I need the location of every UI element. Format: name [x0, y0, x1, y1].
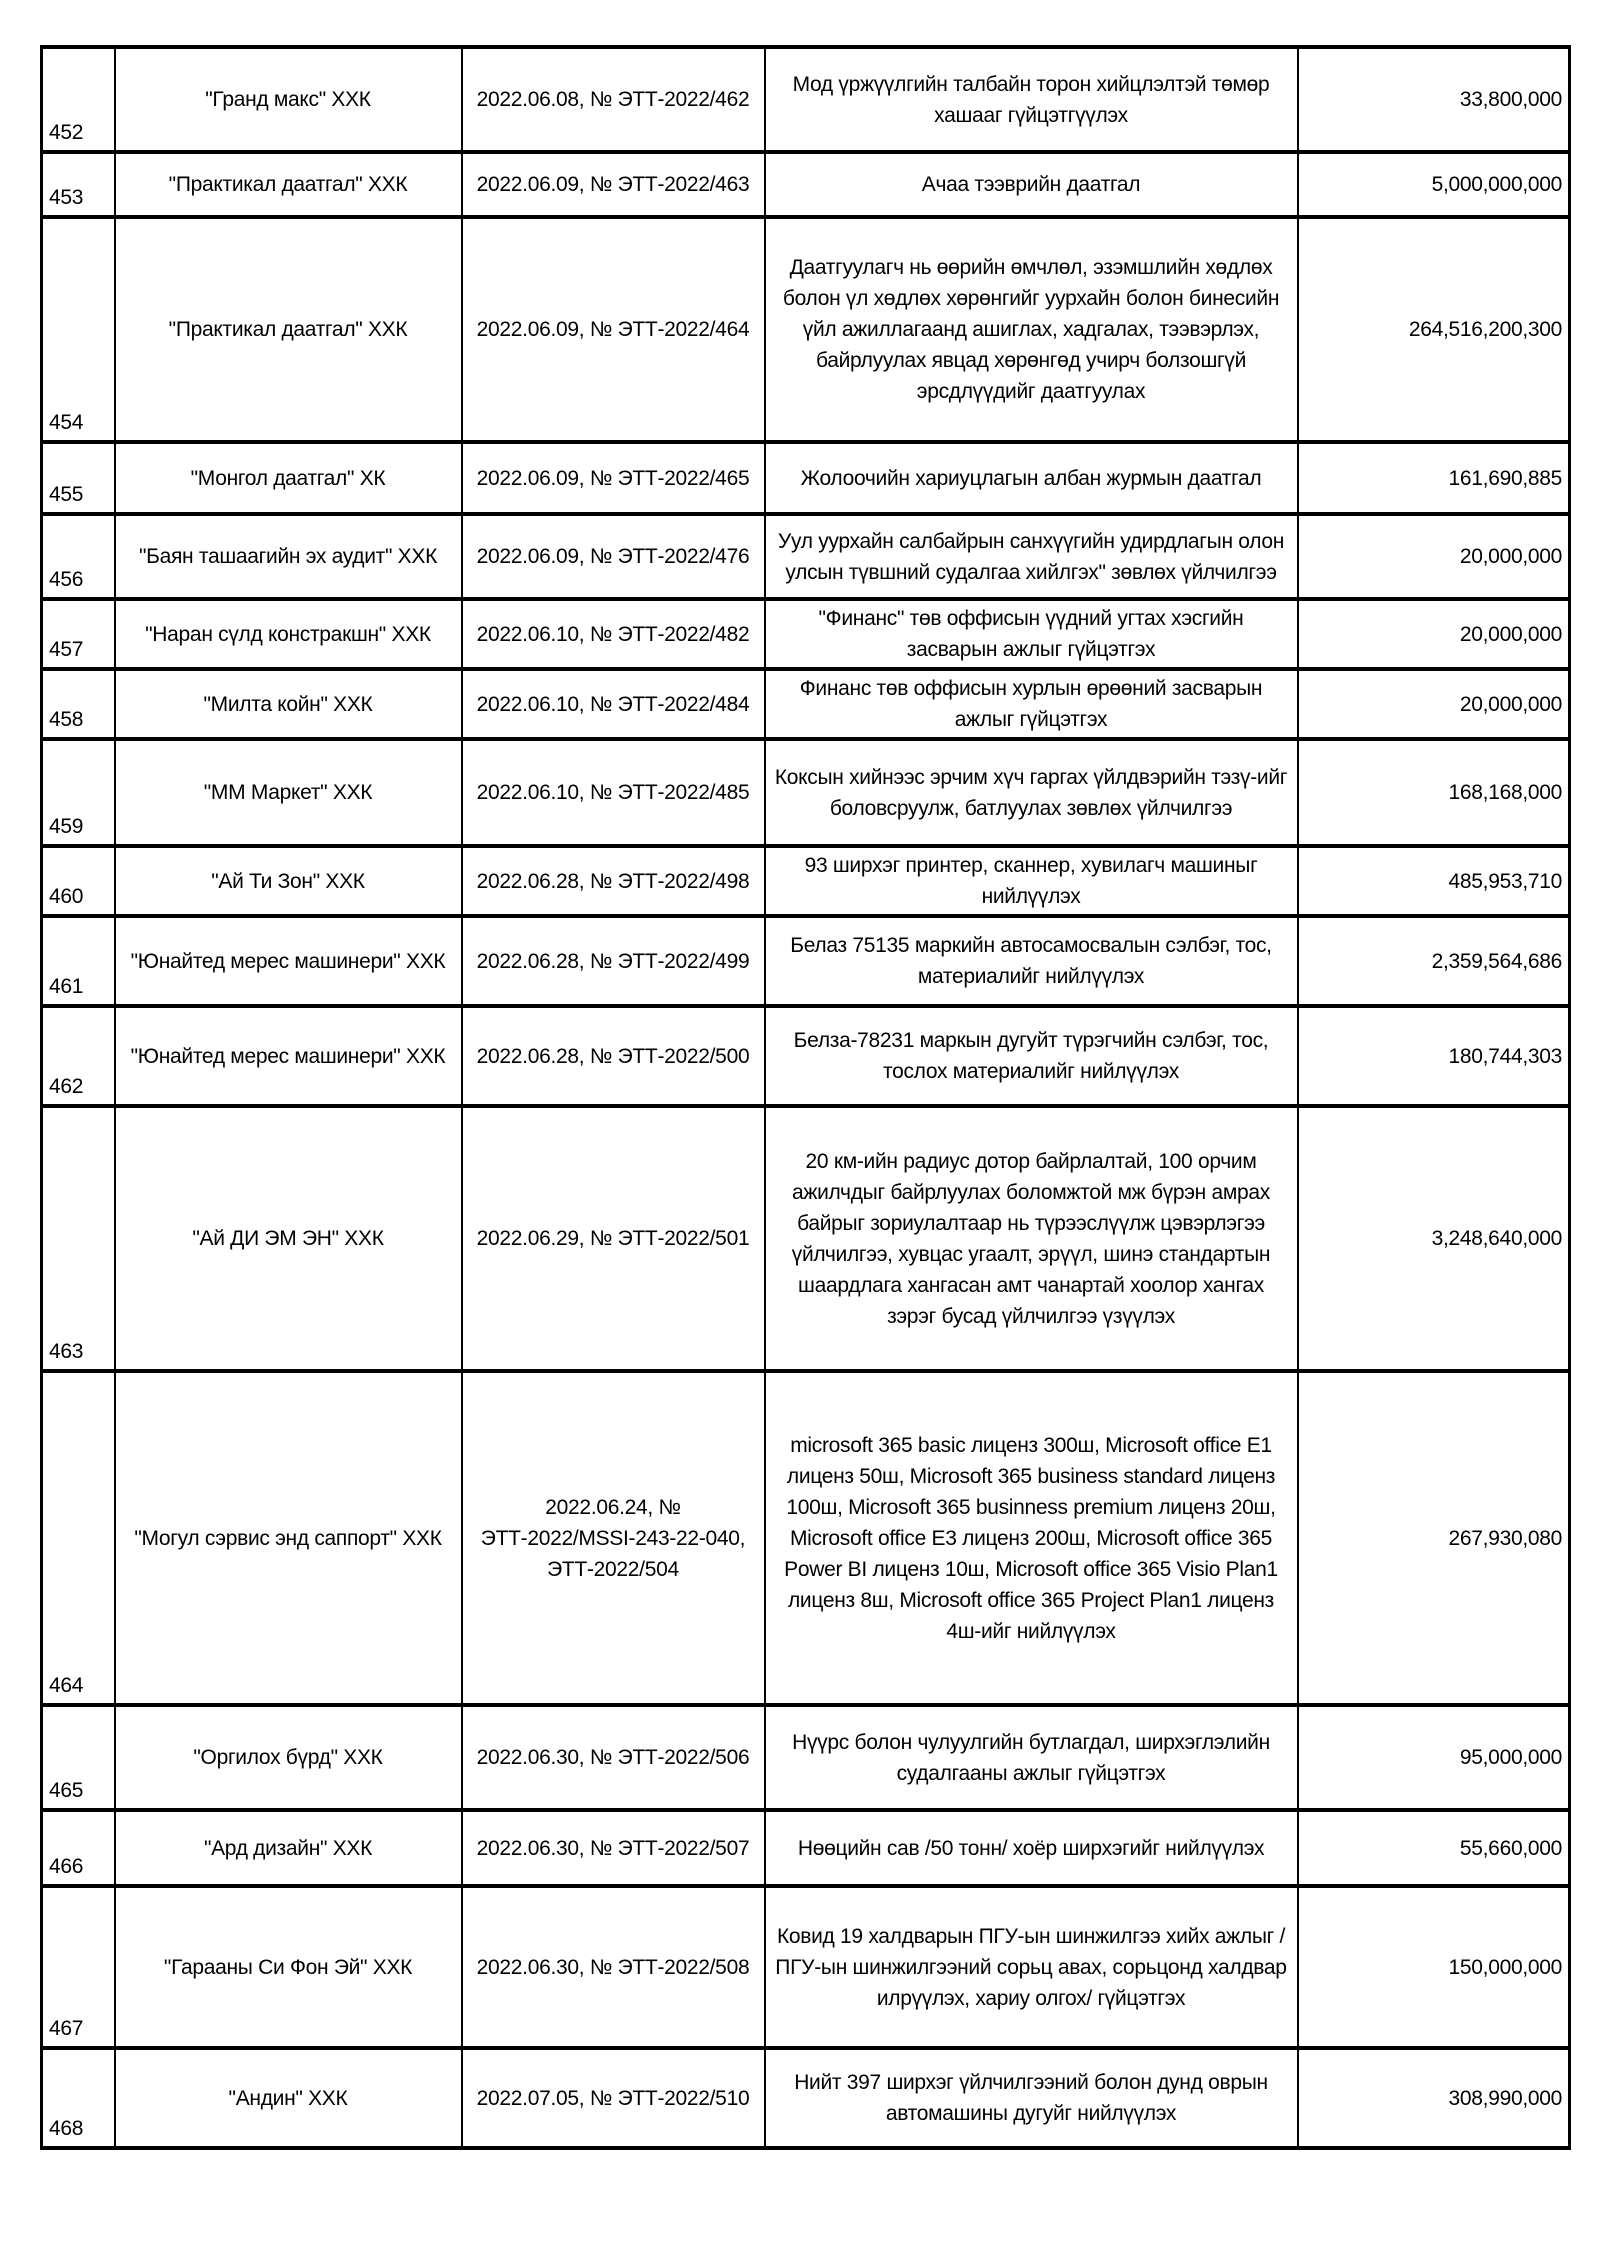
row-number-cell: 465 — [42, 1705, 115, 1810]
company-name-cell: "Монгол даатгал" ХК — [115, 442, 462, 514]
contract-date-number-cell: 2022.06.28, № ЭТТ-2022/498 — [462, 846, 765, 916]
description-cell: Финанс төв оффисын хурлын өрөөний засварын ажлыг гүйцэтгэх — [765, 669, 1298, 739]
amount-cell: 3,248,640,000 — [1298, 1106, 1570, 1371]
company-name-cell: "Юнайтед мерес машинери" ХХК — [115, 916, 462, 1006]
contract-date-number-cell: 2022.06.30, № ЭТТ-2022/508 — [462, 1886, 765, 2048]
contract-date-number-cell: 2022.07.05, № ЭТТ-2022/510 — [462, 2048, 765, 2148]
row-number-cell: 468 — [42, 2048, 115, 2148]
description-cell: Белаз 75135 маркийн автосамосвалын сэлбэг, тос, материалийг нийлүүлэх — [765, 916, 1298, 1006]
table-row — [42, 1886, 1570, 2048]
table-row — [42, 599, 1570, 669]
table-row — [42, 739, 1570, 846]
table-row — [42, 217, 1570, 442]
contract-date-number-cell: 2022.06.10, № ЭТТ-2022/482 — [462, 599, 765, 669]
amount-cell: 264,516,200,300 — [1298, 217, 1570, 442]
amount-cell: 95,000,000 — [1298, 1705, 1570, 1810]
company-name-cell: "Милта койн" ХХК — [115, 669, 462, 739]
amount-cell: 20,000,000 — [1298, 669, 1570, 739]
description-cell: Мод үржүүлгийн талбайн торон хийцлэлтэй төмөр хашааг гүйцэтгүүлэх — [765, 47, 1298, 152]
contracts-table-body — [42, 47, 1570, 2148]
contract-date-number-cell: 2022.06.10, № ЭТТ-2022/485 — [462, 739, 765, 846]
company-name-cell: "Могул сэрвис энд саппорт" ХХК — [115, 1371, 462, 1705]
contract-date-number-cell: 2022.06.09, № ЭТТ-2022/463 — [462, 152, 765, 217]
amount-cell: 5,000,000,000 — [1298, 152, 1570, 217]
amount-cell: 150,000,000 — [1298, 1886, 1570, 2048]
description-cell: "Финанс" төв оффисын үүдний угтах хэсгийн засварын ажлыг гүйцэтгэх — [765, 599, 1298, 669]
table-row — [42, 514, 1570, 599]
contract-date-number-cell: 2022.06.10, № ЭТТ-2022/484 — [462, 669, 765, 739]
contract-date-number-cell: 2022.06.24, № ЭТТ-2022/MSSI-243-22-040, ЭТТ-2022/504 — [462, 1371, 765, 1705]
contract-date-number-cell: 2022.06.08, № ЭТТ-2022/462 — [462, 47, 765, 152]
amount-cell: 485,953,710 — [1298, 846, 1570, 916]
row-number-cell: 455 — [42, 442, 115, 514]
table-row — [42, 1371, 1570, 1705]
row-number-cell: 467 — [42, 1886, 115, 2048]
row-number-cell: 458 — [42, 669, 115, 739]
description-cell: 93 ширхэг принтер, сканнер, хувилагч машиныг нийлүүлэх — [765, 846, 1298, 916]
company-name-cell: "Андин" ХХК — [115, 2048, 462, 2148]
table-row — [42, 669, 1570, 739]
company-name-cell: "Баян ташаагийн эх аудит" ХХК — [115, 514, 462, 599]
row-number-cell: 464 — [42, 1371, 115, 1705]
table-row — [42, 1810, 1570, 1886]
row-number-cell: 461 — [42, 916, 115, 1006]
description-cell: Даатгуулагч нь өөрийн өмчлөл, эзэмшлийн хөдлөх болон үл хөдлөх хөрөнгийг уурхайн болон бинесийн үйл ажиллагаанд ашиглах, хадгалах, тээвэрлэх, байрлуулах явцад хөрөнгөд учирч болзошгүй эрсдлүүдийг даатгуулах — [765, 217, 1298, 442]
row-number-cell: 457 — [42, 599, 115, 669]
company-name-cell: "Ай ДИ ЭМ ЭН" ХХК — [115, 1106, 462, 1371]
row-number-cell: 454 — [42, 217, 115, 442]
contract-date-number-cell: 2022.06.29, № ЭТТ-2022/501 — [462, 1106, 765, 1371]
row-number-cell: 459 — [42, 739, 115, 846]
row-number-cell: 466 — [42, 1810, 115, 1886]
description-cell: Белза-78231 маркын дугуйт түрэгчийн сэлбэг, тос, тослох материалийг нийлүүлэх — [765, 1006, 1298, 1106]
company-name-cell: "Ай Ти Зон" ХХК — [115, 846, 462, 916]
company-name-cell: "Практикал даатгал" ХХК — [115, 217, 462, 442]
table-row — [42, 442, 1570, 514]
description-cell: Уул уурхайн салбайрын санхүүгийн удирдлагын олон улсын түвшний судалгаа хийлгэх" зөвлөх үйлчилгээ — [765, 514, 1298, 599]
table-row — [42, 916, 1570, 1006]
amount-cell: 267,930,080 — [1298, 1371, 1570, 1705]
description-cell: microsoft 365 basic лиценз 300ш, Microsoft office E1 лиценз 50ш, Microsoft 365 business standard лиценз 100ш, Microsoft 365 businness premium лиценз 20ш, Microsoft office E3 лиценз 200ш, Microsoft office 365 Power BI лиценз 10ш, Microsoft office 365 Visio Plan1 лиценз 8ш, Microsoft office 365 Project Plan1 лиценз 4ш-ийг нийлүүлэх — [765, 1371, 1298, 1705]
table-row — [42, 152, 1570, 217]
company-name-cell: "ММ Маркет" ХХК — [115, 739, 462, 846]
company-name-cell: "Наран сүлд констракшн" ХХК — [115, 599, 462, 669]
contract-date-number-cell: 2022.06.09, № ЭТТ-2022/465 — [462, 442, 765, 514]
table-row — [42, 2048, 1570, 2148]
description-cell: Ковид 19 халдварын ПГУ-ын шинжилгээ хийх ажлыг /ПГУ-ын шинжилгээний сорьц авах, сорьцонд халдвар илрүүлэх, хариу олгох/ гүйцэтгэх — [765, 1886, 1298, 2048]
contract-date-number-cell: 2022.06.28, № ЭТТ-2022/500 — [462, 1006, 765, 1106]
row-number-cell: 462 — [42, 1006, 115, 1106]
amount-cell: 33,800,000 — [1298, 47, 1570, 152]
contract-date-number-cell: 2022.06.09, № ЭТТ-2022/464 — [462, 217, 765, 442]
contract-date-number-cell: 2022.06.30, № ЭТТ-2022/506 — [462, 1705, 765, 1810]
description-cell: Жолоочийн хариуцлагын албан журмын даатгал — [765, 442, 1298, 514]
company-name-cell: "Гранд макс" ХХК — [115, 47, 462, 152]
row-number-cell: 453 — [42, 152, 115, 217]
company-name-cell: "Оргилох бүрд" ХХК — [115, 1705, 462, 1810]
amount-cell: 20,000,000 — [1298, 599, 1570, 669]
amount-cell: 180,744,303 — [1298, 1006, 1570, 1106]
row-number-cell: 460 — [42, 846, 115, 916]
contract-date-number-cell: 2022.06.28, № ЭТТ-2022/499 — [462, 916, 765, 1006]
contract-date-number-cell: 2022.06.09, № ЭТТ-2022/476 — [462, 514, 765, 599]
table-row — [42, 1006, 1570, 1106]
description-cell: Нөөцийн сав /50 тонн/ хоёр ширхэгийг нийлүүлэх — [765, 1810, 1298, 1886]
company-name-cell: "Ард дизайн" ХХК — [115, 1810, 462, 1886]
amount-cell: 55,660,000 — [1298, 1810, 1570, 1886]
description-cell: Нийт 397 ширхэг үйлчилгээний болон дунд оврын автомашины дугуйг нийлүүлэх — [765, 2048, 1298, 2148]
description-cell: Коксын хийнээс эрчим хүч гаргах үйлдвэрийн тэзү-ийг боловсруулж, батлуулах зөвлөх үйлчилгээ — [765, 739, 1298, 846]
description-cell: Ачаа тээврийн даатгал — [765, 152, 1298, 217]
amount-cell: 20,000,000 — [1298, 514, 1570, 599]
row-number-cell: 456 — [42, 514, 115, 599]
description-cell: Нүүрс болон чулуулгийн бутлагдал, ширхэглэлийн судалгааны ажлыг гүйцэтгэх — [765, 1705, 1298, 1810]
company-name-cell: "Гарааны Си Фон Эй" ХХК — [115, 1886, 462, 2048]
table-row — [42, 47, 1570, 152]
row-number-cell: 452 — [42, 47, 115, 152]
row-number-cell: 463 — [42, 1106, 115, 1371]
amount-cell: 161,690,885 — [1298, 442, 1570, 514]
contract-date-number-cell: 2022.06.30, № ЭТТ-2022/507 — [462, 1810, 765, 1886]
contracts-table — [40, 45, 1571, 2150]
company-name-cell: "Юнайтед мерес машинери" ХХК — [115, 1006, 462, 1106]
description-cell: 20 км-ийн радиус дотор байрлалтай, 100 орчим ажилчдыг байрлуулах боломжтой мж бүрэн амрах байрыг зориулалтаар нь түрээслүүлж цэвэрлэгээ үйлчилгээ, хувцас угаалт, эрүүл, шинэ стандартын шаардлага хангасан амт чанартай хоолор хангах зэрэг бусад үйлчилгээ үзүүлэх — [765, 1106, 1298, 1371]
amount-cell: 2,359,564,686 — [1298, 916, 1570, 1006]
table-row — [42, 846, 1570, 916]
table-row — [42, 1106, 1570, 1371]
amount-cell: 308,990,000 — [1298, 2048, 1570, 2148]
amount-cell: 168,168,000 — [1298, 739, 1570, 846]
company-name-cell: "Практикал даатгал" ХХК — [115, 152, 462, 217]
table-row — [42, 1705, 1570, 1810]
